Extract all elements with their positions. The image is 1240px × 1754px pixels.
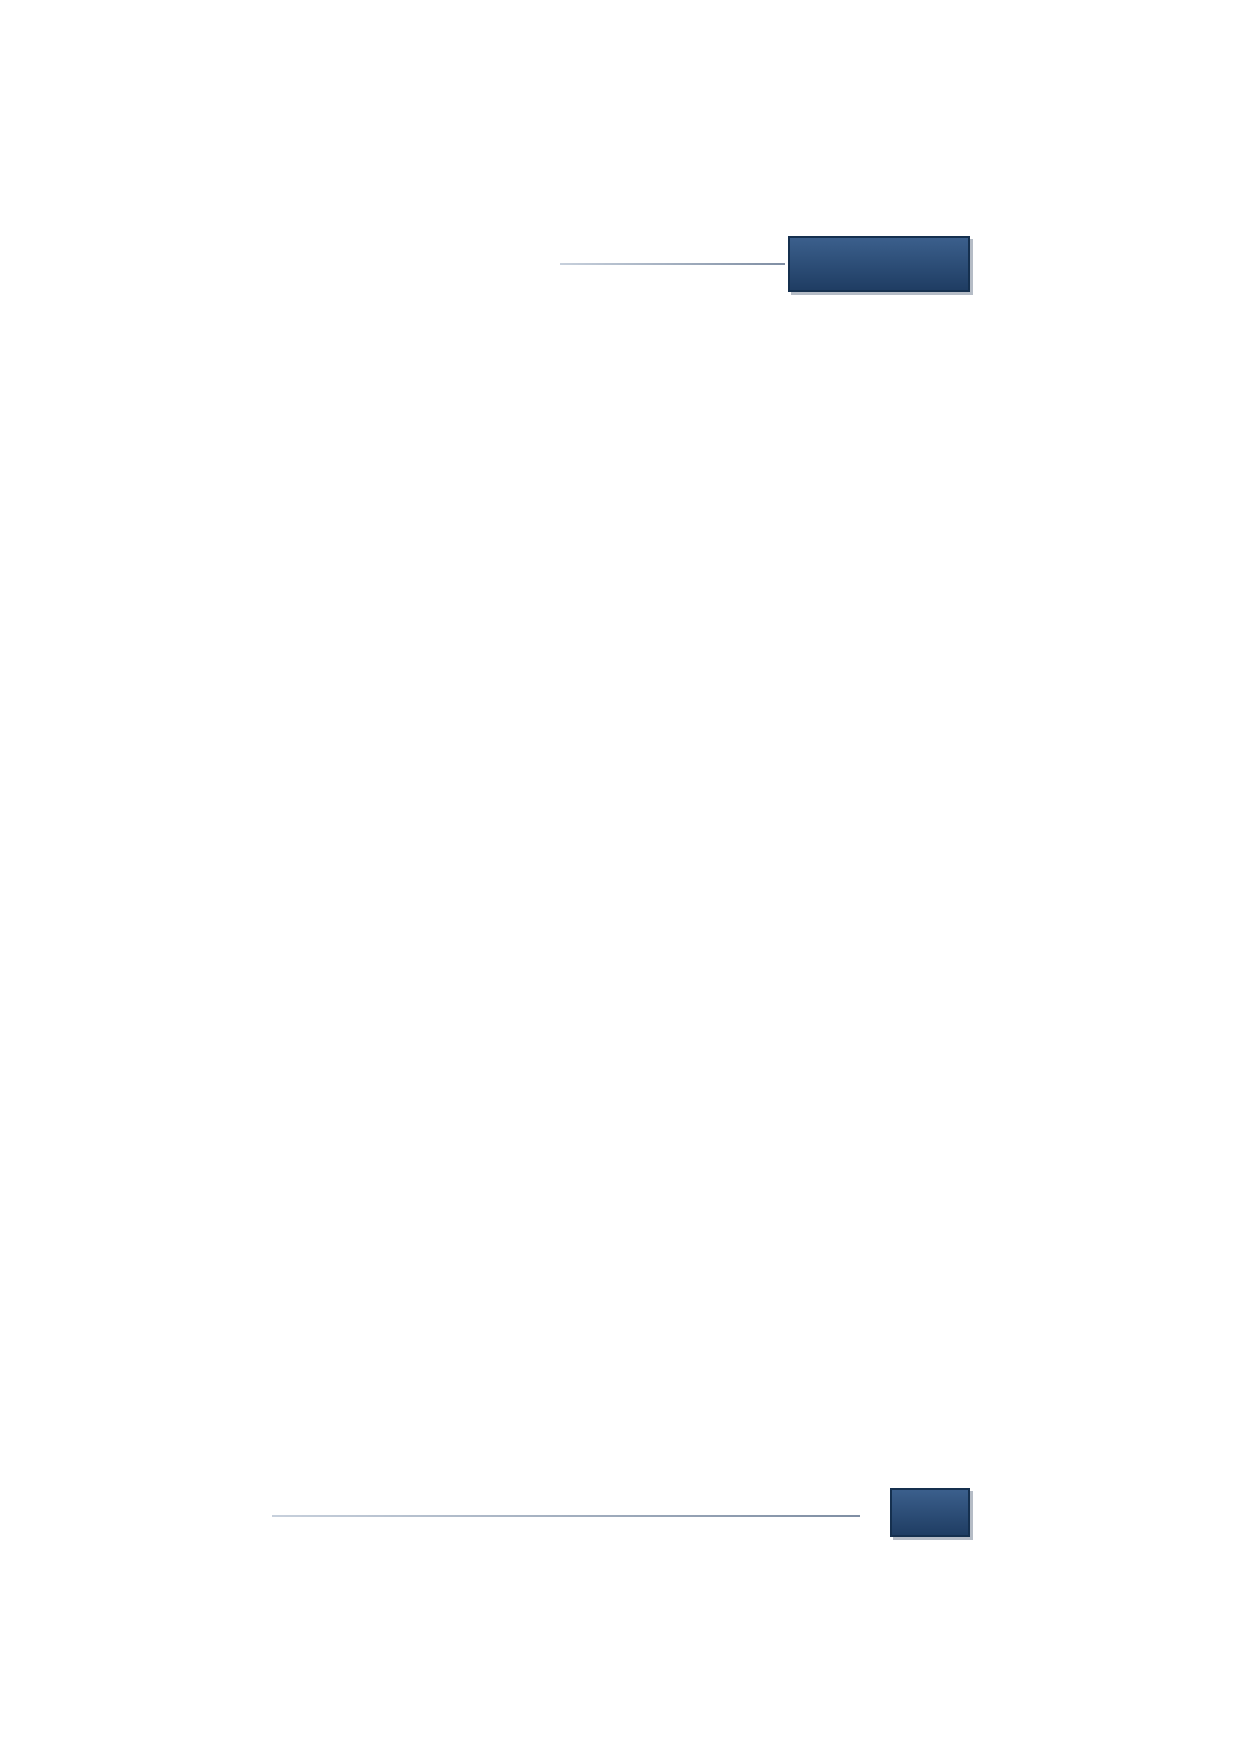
footer-divider: [272, 1515, 860, 1517]
page-body: [267, 305, 974, 503]
page-footer: [272, 1488, 970, 1538]
page-header: [270, 236, 970, 292]
lesson-label: [788, 236, 970, 292]
page-number: [890, 1488, 970, 1537]
header-divider: [560, 263, 785, 265]
